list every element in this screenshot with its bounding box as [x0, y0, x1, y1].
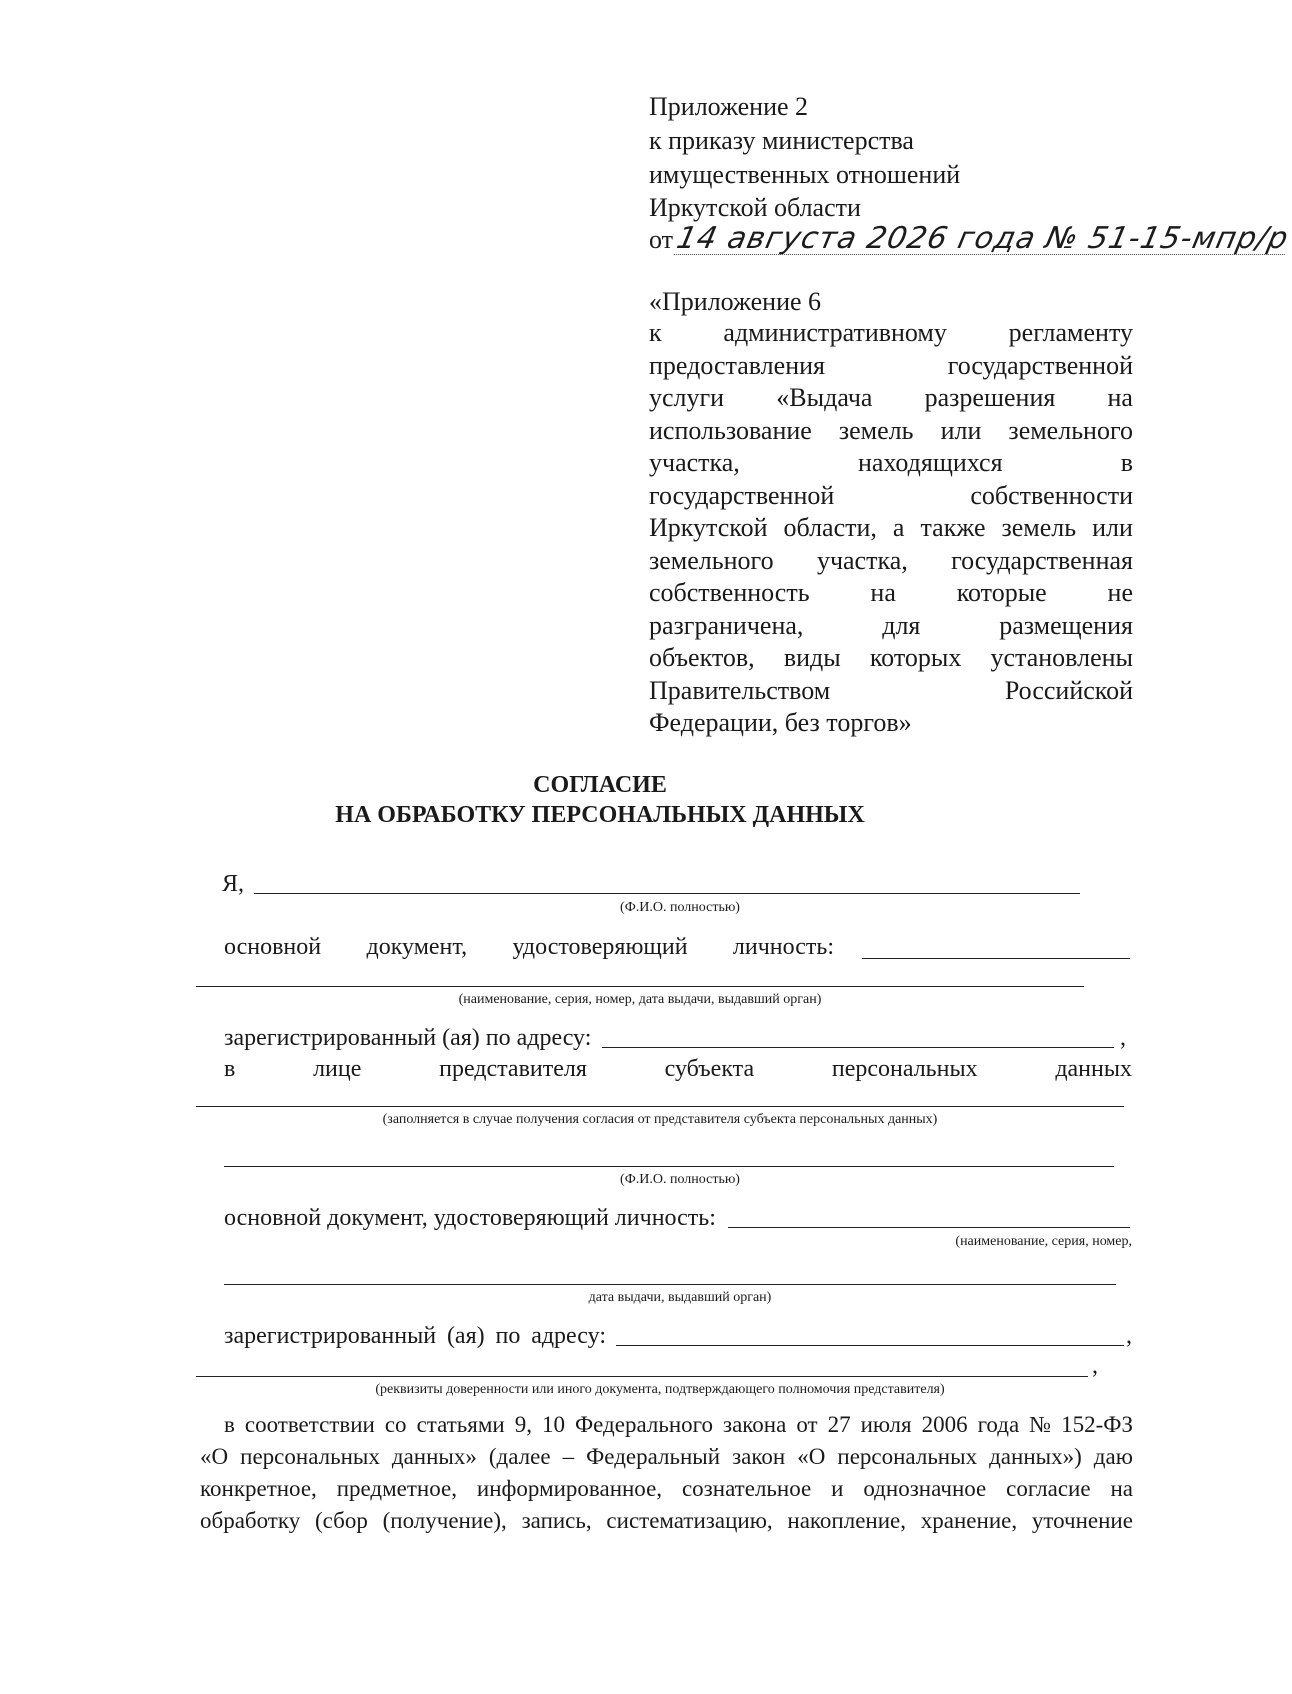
- regulation-word: регламенту: [1008, 318, 1133, 347]
- document-title: СОГЛАСИЕ: [533, 772, 667, 798]
- regulation-word: размещения: [999, 610, 1133, 640]
- rep-registered-word: адресу:: [531, 1323, 606, 1349]
- paragraph-word: от: [796, 1412, 818, 1437]
- paragraph-word: сознательное: [681, 1476, 812, 1501]
- appendix-line: Приложение 2: [649, 92, 809, 121]
- rep-word: субъекта: [664, 1056, 755, 1082]
- paragraph-word: предметное,: [336, 1476, 457, 1501]
- rep-registered-row: [224, 1322, 606, 1350]
- regulation-word: собственности: [970, 480, 1133, 510]
- paragraph-word: на: [1110, 1476, 1133, 1501]
- paragraph-word: уточнение: [1031, 1508, 1133, 1533]
- paragraph-word: №: [1029, 1412, 1052, 1437]
- rep-row: [224, 1055, 1132, 1083]
- doc-word: основной: [224, 934, 322, 960]
- regulation-word: на: [870, 578, 896, 607]
- regulation-word: государственная: [951, 545, 1133, 575]
- regulation-word: разграничена,: [649, 610, 804, 640]
- paragraph-word: накопление,: [787, 1508, 906, 1533]
- regulation-word: которые: [956, 578, 1047, 607]
- regulation-word: участка,: [649, 448, 740, 477]
- paragraph-word: 10: [541, 1412, 565, 1437]
- fio-caption: (Ф.И.О. полностью): [620, 900, 740, 915]
- paragraph-word: хранение,: [920, 1508, 1018, 1533]
- fio-line[interactable]: [254, 893, 1080, 894]
- paragraph-word: однозначное: [863, 1476, 987, 1501]
- regulation-word: Правительством: [649, 675, 831, 705]
- appendix-date: [649, 221, 1292, 256]
- regulation-word: предоставления: [649, 350, 825, 380]
- regulation-word: участка,: [816, 545, 908, 575]
- regulation-word: для: [882, 610, 921, 640]
- paragraph-word: 152-ФЗ: [1061, 1412, 1133, 1437]
- paragraph-word: персональных: [240, 1444, 380, 1469]
- regulation-heading: «Приложение 6: [649, 287, 822, 316]
- paragraph-word: запись,: [521, 1508, 592, 1533]
- proxy-comma: ,: [1092, 1353, 1098, 1379]
- rep-address-comma: ,: [1126, 1323, 1132, 1349]
- paragraph-word: 27: [827, 1412, 851, 1437]
- paragraph-first-line: [224, 1411, 1133, 1439]
- rep-doc-label: основной документ, удостоверяющий личность:: [224, 1205, 716, 1231]
- regulation-line: [649, 546, 1133, 576]
- paragraph-word: со: [384, 1412, 407, 1437]
- regulation-word: земель: [1001, 513, 1077, 542]
- paragraph-word: 9,: [514, 1412, 532, 1437]
- rep-word: данных: [1055, 1056, 1132, 1082]
- paragraph-word: соответствии: [244, 1412, 375, 1437]
- rep-word: в: [224, 1056, 236, 1082]
- paragraph-word: –: [562, 1444, 575, 1469]
- paragraph-word: закон: [732, 1444, 786, 1469]
- regulation-line: [649, 416, 1133, 446]
- regulation-word: земельного: [1008, 415, 1133, 445]
- paragraph-word: согласие: [1006, 1476, 1091, 1501]
- regulation-word: а: [892, 513, 905, 542]
- rep-address-line[interactable]: [616, 1345, 1124, 1346]
- regulation-line: [649, 481, 1133, 511]
- appendix-line: к приказу министерства: [649, 126, 914, 155]
- regulation-word: разрешения: [924, 383, 1056, 412]
- doc-word: личность:: [732, 934, 834, 960]
- paragraph-word: (сбор: [315, 1508, 368, 1533]
- regulation-line: [649, 513, 1133, 543]
- paragraph-word: данных»: [391, 1444, 477, 1469]
- paragraph-word: обработку: [200, 1508, 301, 1533]
- paragraph-word: и: [831, 1476, 844, 1501]
- doc-word: удостоверяющий: [512, 934, 688, 960]
- registered-label: зарегистрированный (ая) по адресу:: [224, 1025, 592, 1051]
- paragraph-line: [200, 1475, 1133, 1503]
- regulation-word: не: [1107, 578, 1133, 607]
- regulation-line: [649, 318, 1133, 348]
- regulation-word: земель: [838, 415, 914, 445]
- rep-word: лице: [313, 1056, 362, 1082]
- regulation-word: которых: [869, 643, 962, 672]
- regulation-word: административному: [723, 318, 947, 347]
- handwritten-date: 14 августа 2026 года № 51-15-мпр/р: [673, 221, 1292, 256]
- i-label: Я,: [222, 871, 245, 897]
- paragraph-word: систематизацию,: [606, 1508, 773, 1533]
- rep-doc-caption1: (наименование, серия, номер,: [955, 1234, 1132, 1249]
- rep-registered-word: по: [495, 1323, 521, 1349]
- doc-row: [224, 933, 834, 961]
- address-comma: ,: [1120, 1025, 1126, 1051]
- regulation-word: «Выдача: [776, 383, 873, 412]
- rep-caption: (заполняется в случае получения согласия от представителя субъекта персональных данных): [382, 1112, 938, 1127]
- regulation-word: в: [1120, 448, 1133, 477]
- doc-line-short[interactable]: [862, 958, 1130, 959]
- rep-registered-word: зарегистрированный: [224, 1323, 437, 1349]
- rep-line[interactable]: [196, 1106, 1124, 1107]
- regulation-line: [649, 383, 1133, 413]
- appendix-line: имущественных отношений: [649, 160, 961, 189]
- rep-doc-line[interactable]: [728, 1227, 1130, 1228]
- address-line[interactable]: [602, 1047, 1114, 1048]
- paragraph-word: июля: [860, 1412, 912, 1437]
- regulation-line: [649, 676, 1133, 706]
- regulation-word: государственной: [947, 350, 1133, 380]
- doc-word: документ,: [366, 934, 468, 960]
- proxy-line[interactable]: [196, 1376, 1088, 1377]
- regulation-word: или: [1092, 513, 1133, 542]
- regulation-word: на: [1107, 383, 1133, 412]
- rep-fio-line[interactable]: [224, 1166, 1114, 1167]
- regulation-line: [649, 643, 1133, 673]
- regulation-line: [649, 351, 1133, 381]
- regulation-word: государственной: [649, 480, 835, 510]
- regulation-word: также: [920, 513, 986, 542]
- rep-fio-caption: (Ф.И.О. полностью): [620, 1172, 740, 1187]
- regulation-line: [649, 611, 1133, 641]
- document-subtitle: НА ОБРАБОТКУ ПЕРСОНАЛЬНЫХ ДАННЫХ: [335, 802, 865, 828]
- rep-doc-caption2: дата выдачи, выдавший орган): [588, 1290, 772, 1305]
- paragraph-word: информированное,: [476, 1476, 663, 1501]
- rep-doc-line-2[interactable]: [224, 1284, 1116, 1285]
- regulation-line: [649, 578, 1133, 608]
- regulation-word: виды: [783, 643, 841, 672]
- regulation-word: собственность: [649, 578, 810, 607]
- rep-registered-word: (ая): [446, 1323, 485, 1349]
- paragraph-word: (далее: [488, 1444, 551, 1469]
- paragraph-word: Федеральный: [586, 1444, 721, 1469]
- regulation-word: земельного: [649, 545, 774, 575]
- paragraph-word: данных»): [989, 1444, 1082, 1469]
- doc-caption: (наименование, серия, номер, дата выдачи, выдавший орган): [458, 992, 822, 1007]
- regulation-word: к: [649, 318, 662, 347]
- rep-word: персональных: [831, 1056, 978, 1082]
- proxy-caption: (реквизиты доверенности или иного документа, подтверждающего полномочия представителя): [375, 1382, 945, 1397]
- regulation-word: объектов,: [649, 643, 755, 672]
- paragraph-word: (получение),: [382, 1508, 507, 1533]
- paragraph-word: Федерального: [574, 1412, 713, 1437]
- paragraph-word: статьями: [416, 1412, 505, 1437]
- paragraph-word: года: [977, 1412, 1020, 1437]
- date-prefix: от: [649, 225, 674, 254]
- regulation-word: установлены: [990, 643, 1133, 672]
- regulation-line: [649, 448, 1133, 478]
- paragraph-word: «О: [797, 1444, 826, 1469]
- regulation-last-line: Федерации, без торгов»: [649, 708, 912, 737]
- paragraph-word: «О: [200, 1444, 229, 1469]
- regulation-word: или: [940, 415, 982, 445]
- regulation-word: находящихся: [857, 448, 1003, 477]
- paragraph-word: 2006: [921, 1412, 968, 1437]
- rep-word: представителя: [439, 1056, 587, 1082]
- paragraph-line: [200, 1507, 1133, 1535]
- paragraph-word: конкретное,: [200, 1476, 317, 1501]
- regulation-word: области,: [783, 513, 877, 542]
- regulation-word: услуги: [649, 383, 725, 412]
- paragraph-word: в: [224, 1412, 235, 1437]
- appendix-line: Иркутской области: [649, 193, 861, 222]
- paragraph-word: персональных: [837, 1444, 978, 1469]
- doc-line-full[interactable]: [196, 986, 1084, 987]
- paragraph-word: закона: [723, 1412, 787, 1437]
- paragraph-line: [200, 1443, 1133, 1471]
- regulation-word: Иркутской: [649, 513, 768, 542]
- regulation-word: Российской: [1004, 675, 1133, 705]
- paragraph-word: даю: [1093, 1444, 1133, 1469]
- regulation-word: использование: [649, 415, 812, 445]
